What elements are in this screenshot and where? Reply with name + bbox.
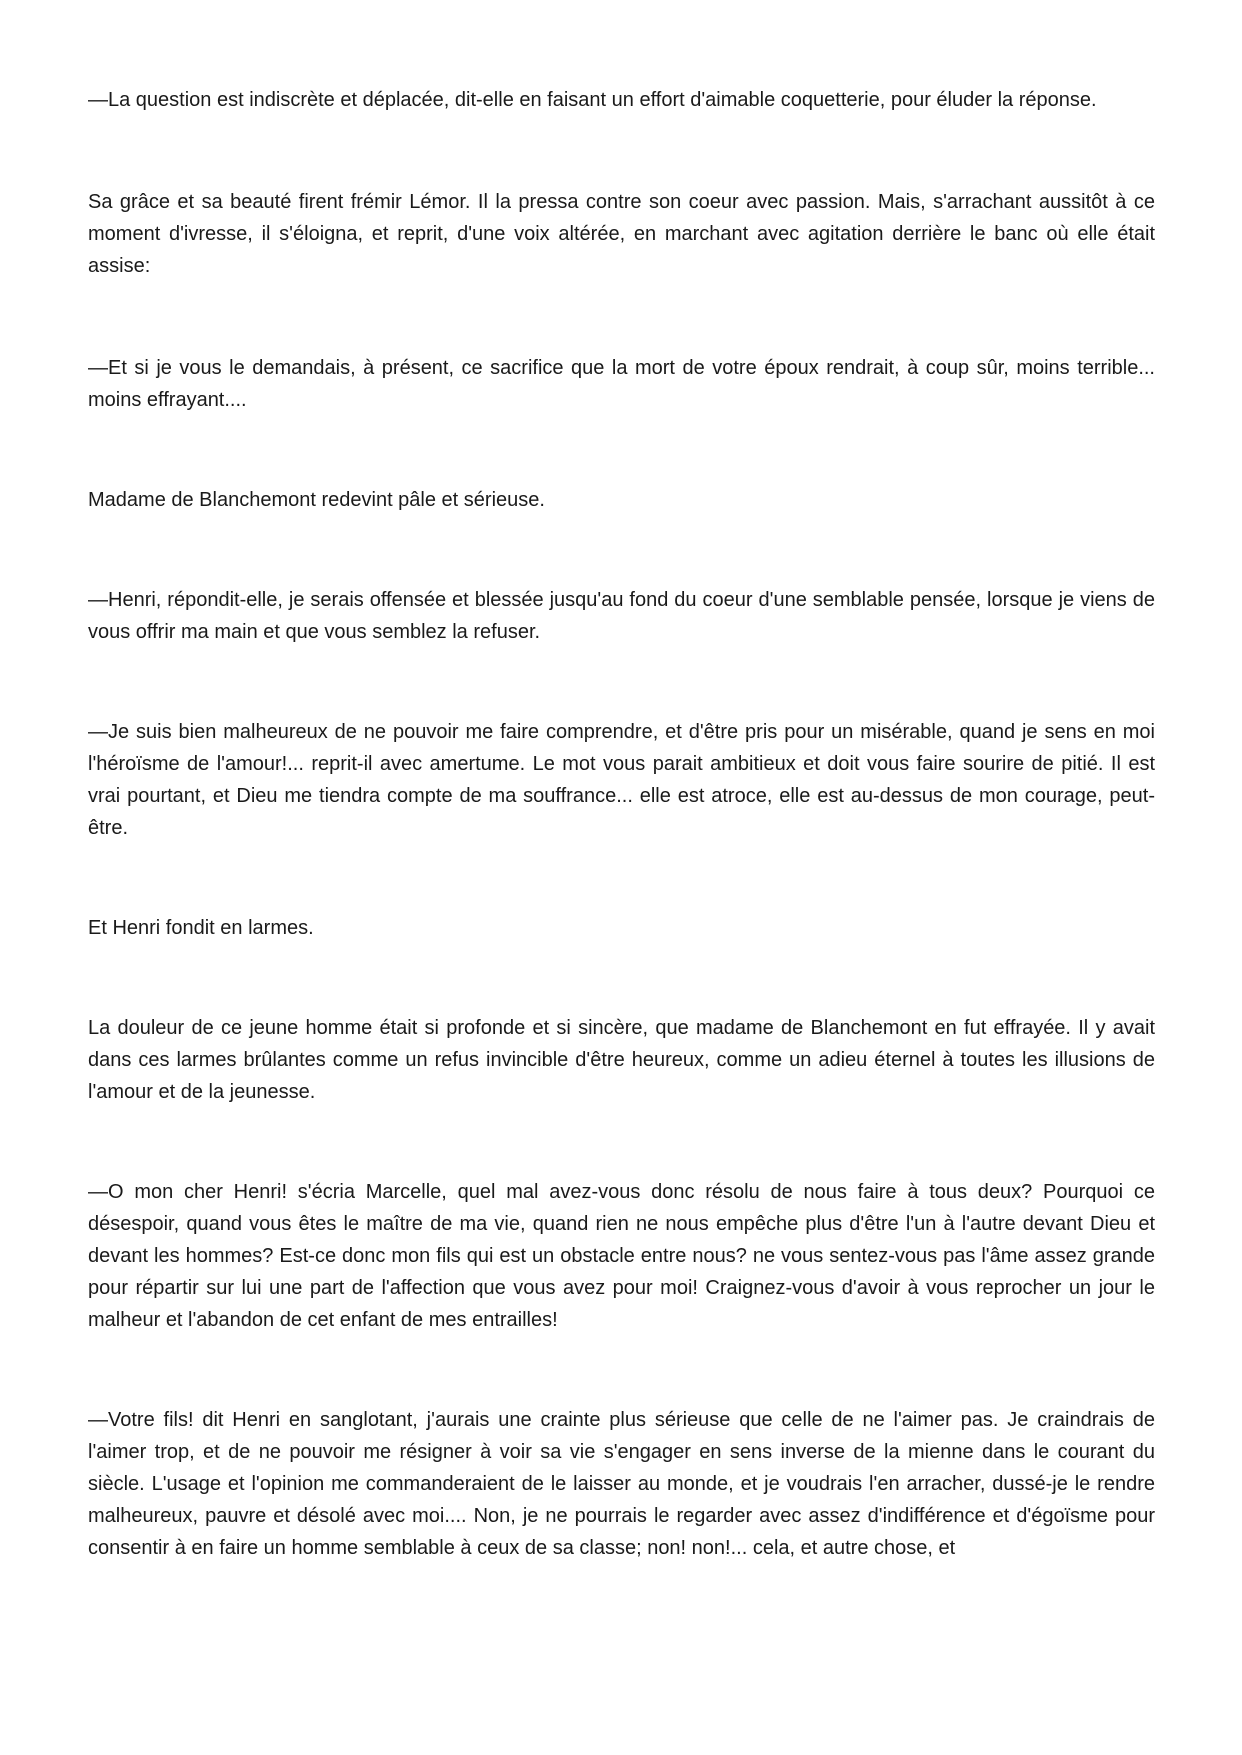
- paragraph-5: —Henri, répondit-elle, je serais offensée et blessée jusqu'au fond du coeur d'une semblable pensée, lorsque je viens de vous offrir ma main et que vous semblez la refuser.: [88, 589, 1155, 643]
- paragraph-1: —La question est indiscrète et déplacée, dit-elle en faisant un effort d'aimable coquetterie, pour éluder la réponse.: [88, 89, 1097, 111]
- document-page: [88, 84, 1155, 1564]
- paragraph-4: Madame de Blanchemont redevint pâle et sérieuse.: [88, 489, 545, 511]
- paragraph-10: —Votre fils! dit Henri en sanglotant, j'aurais une crainte plus sérieuse que celle de ne l'aimer pas. Je craindrais de l'aimer trop, et de ne pouvoir me résigner à voir sa vie s'engager en sens inverse de la mienne dans le courant du siècle. L'usage et l'opinion me commanderaient de le laisser au monde, et je voudrais l'en arracher, dussé-je le rendre malheureux, pauvre et désolé avec moi.... Non, je ne pourrais le regarder avec assez d'indifférence et d'égoïsme pour consentir à en faire un homme semblable à ceux de sa classe; non! non!... cela, et autre chose, et: [88, 1409, 1155, 1559]
- paragraph-9: —O mon cher Henri! s'écria Marcelle, quel mal avez-vous donc résolu de nous faire à tous deux? Pourquoi ce désespoir, quand vous êtes le maître de ma vie, quand rien ne nous empêche plus d'être l'un à l'autre devant Dieu et devant les hommes? Est-ce donc mon fils qui est un obstacle entre nous? ne vous sentez-vous pas l'âme assez grande pour répartir sur lui une part de l'affection que vous avez pour moi! Craignez-vous d'avoir à vous reprocher un jour le malheur et l'abandon de cet enfant de mes entrailles!: [88, 1181, 1155, 1331]
- paragraph-2: Sa grâce et sa beauté firent frémir Lémor. Il la pressa contre son coeur avec passion. Mais, s'arrachant aussitôt à ce moment d'ivresse, il s'éloigna, et reprit, d'une voix altérée, en marchant avec agitation derrière le banc où elle était assise:: [88, 191, 1155, 277]
- paragraph-8: La douleur de ce jeune homme était si profonde et si sincère, que madame de Blanchemont en fut effrayée. Il y avait dans ces larmes brûlantes comme un refus invincible d'être heureux, comme un adieu éternel à toutes les illusions de l'amour et de la jeunesse.: [88, 1017, 1155, 1103]
- paragraph-3: —Et si je vous le demandais, à présent, ce sacrifice que la mort de votre époux rendrait, à coup sûr, moins terrible... moins effrayant....: [88, 357, 1155, 411]
- paragraph-6: —Je suis bien malheureux de ne pouvoir me faire comprendre, et d'être pris pour un misérable, quand je sens en moi l'héroïsme de l'amour!... reprit-il avec amertume. Le mot vous parait ambitieux et doit vous faire sourire de pitié. Il est vrai pourtant, et Dieu me tiendra compte de ma souffrance... elle est atroce, elle est au-dessus de mon courage, peut-être.: [88, 721, 1155, 839]
- paragraph-7: Et Henri fondit en larmes.: [88, 917, 314, 939]
